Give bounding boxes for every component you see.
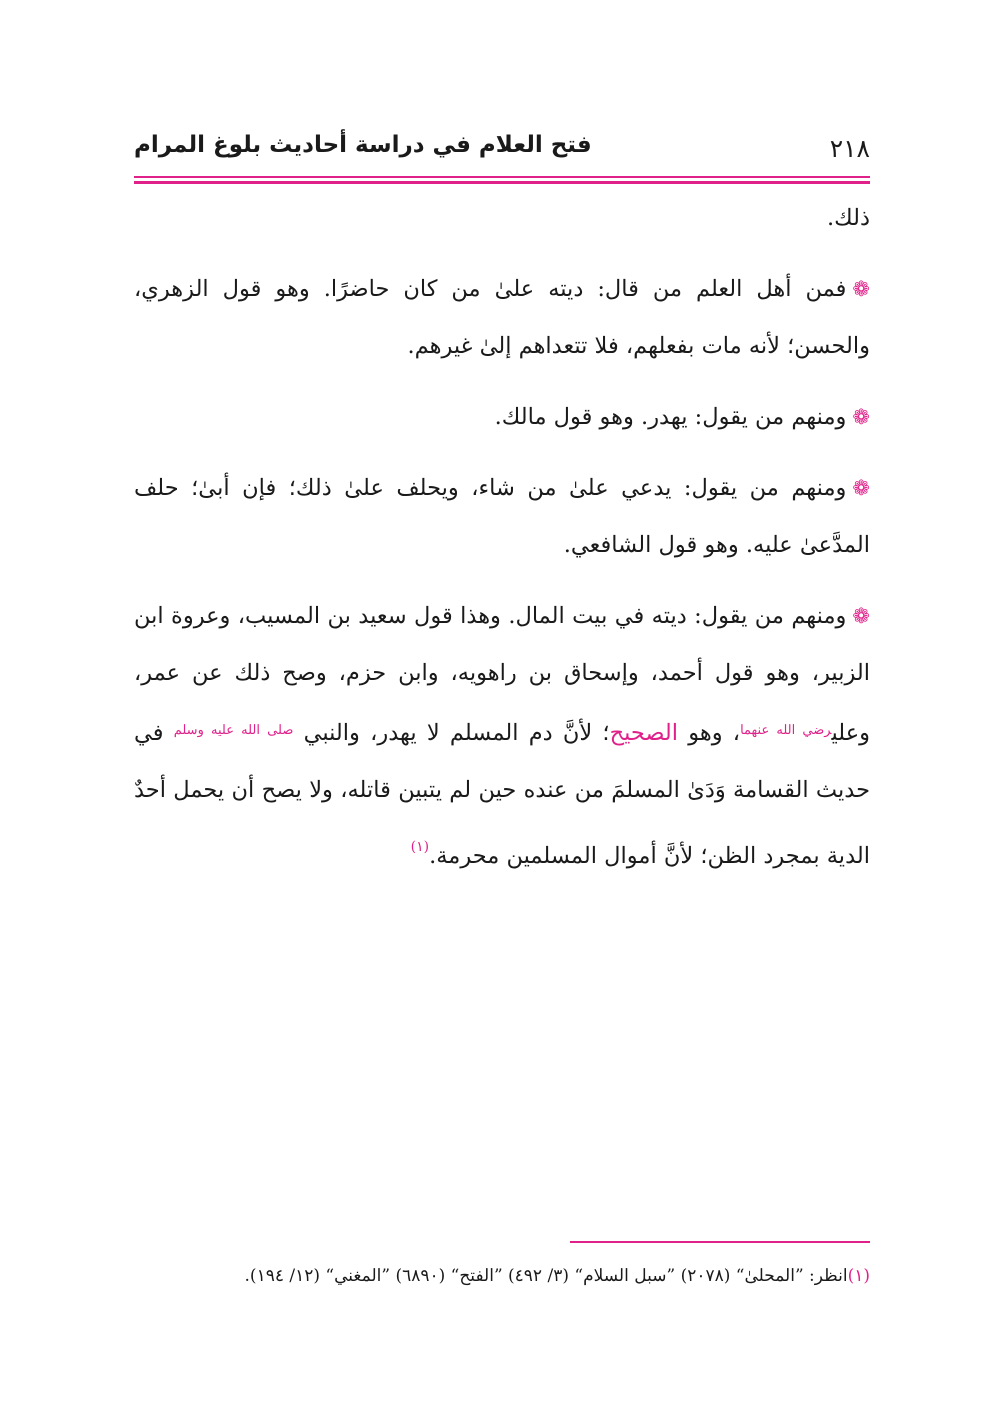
paragraph-3 [134, 460, 870, 574]
header-rule-thick [134, 181, 870, 184]
header-rule-thin [134, 176, 870, 178]
page-header [134, 130, 870, 170]
main-text [134, 190, 870, 885]
paragraph-4-text-b: ، وهو [688, 720, 741, 746]
footnote-rule [570, 1241, 870, 1243]
continuation-line: ذلك. [827, 205, 870, 231]
flower-bullet-icon: ❁ [852, 476, 870, 500]
highlighted-word: الصحيح [609, 720, 679, 746]
flower-bullet-icon: ❁ [852, 604, 870, 628]
paragraph-4 [134, 588, 870, 885]
footnote-marker: (١) [847, 1266, 870, 1286]
footnote [134, 1262, 870, 1290]
paragraph-1 [134, 261, 870, 375]
footnote-text: انظر: ”المحلىٰ“ (٢٠٧٨) ”سبل السلام“ (٣/ ٤٩٢) ”الفتح“ (٦٨٩٠) ”المغني“ (١٢/ ١٩٤). [244, 1266, 848, 1286]
paragraph-2 [134, 389, 870, 446]
honorific-prophet: صلى الله عليه وسلم [173, 723, 294, 738]
paragraph-4-text-c: ؛ لأنَّ دم المسلم لا يهدر، والنبي [303, 720, 610, 746]
paragraph-3-text: ومنهم من يقول: يدعي علىٰ من شاء، ويحلف علىٰ ذلك؛ فإن أبىٰ؛ حلف المدَّعىٰ عليه. وهو قول الشافعي. [134, 475, 870, 558]
running-title: فتح العلام في دراسة أحاديث بلوغ المرام [134, 132, 592, 158]
page-number: ٢١٨ [829, 134, 870, 163]
flower-bullet-icon: ❁ [852, 405, 870, 429]
paragraph-2-text: ومنهم من يقول: يهدر. وهو قول مالك. [494, 404, 847, 430]
flower-bullet-icon: ❁ [852, 277, 870, 301]
paragraph-4-text-d: في حديث القسامة وَدَىٰ المسلمَ من عنده حين لم يتبين قاتله، ولا يصح أن يحمل أحدٌ الدية بمجرد الظن؛ لأنَّ أموال المسلمين محرمة. [134, 720, 870, 869]
honorific-ali: رضي الله عنهما [740, 723, 832, 738]
footnote-reference[interactable]: (١) [410, 839, 430, 855]
paragraph-4-text-a: ومنهم من يقول: ديته في بيت المال. وهذا قول سعيد بن المسيب، وعروة ابن الزبير، وهو قول أحمد، وإسحاق بن راهويه، وابن حزم، وصح ذلك عن عمر، وعلي [134, 603, 870, 746]
paragraph-1-text: فمن أهل العلم من قال: ديته علىٰ من كان حاضرًا. وهو قول الزهري، والحسن؛ لأنه مات بفعلهم، فلا تتعداهم إلىٰ غيرهم. [134, 276, 870, 359]
